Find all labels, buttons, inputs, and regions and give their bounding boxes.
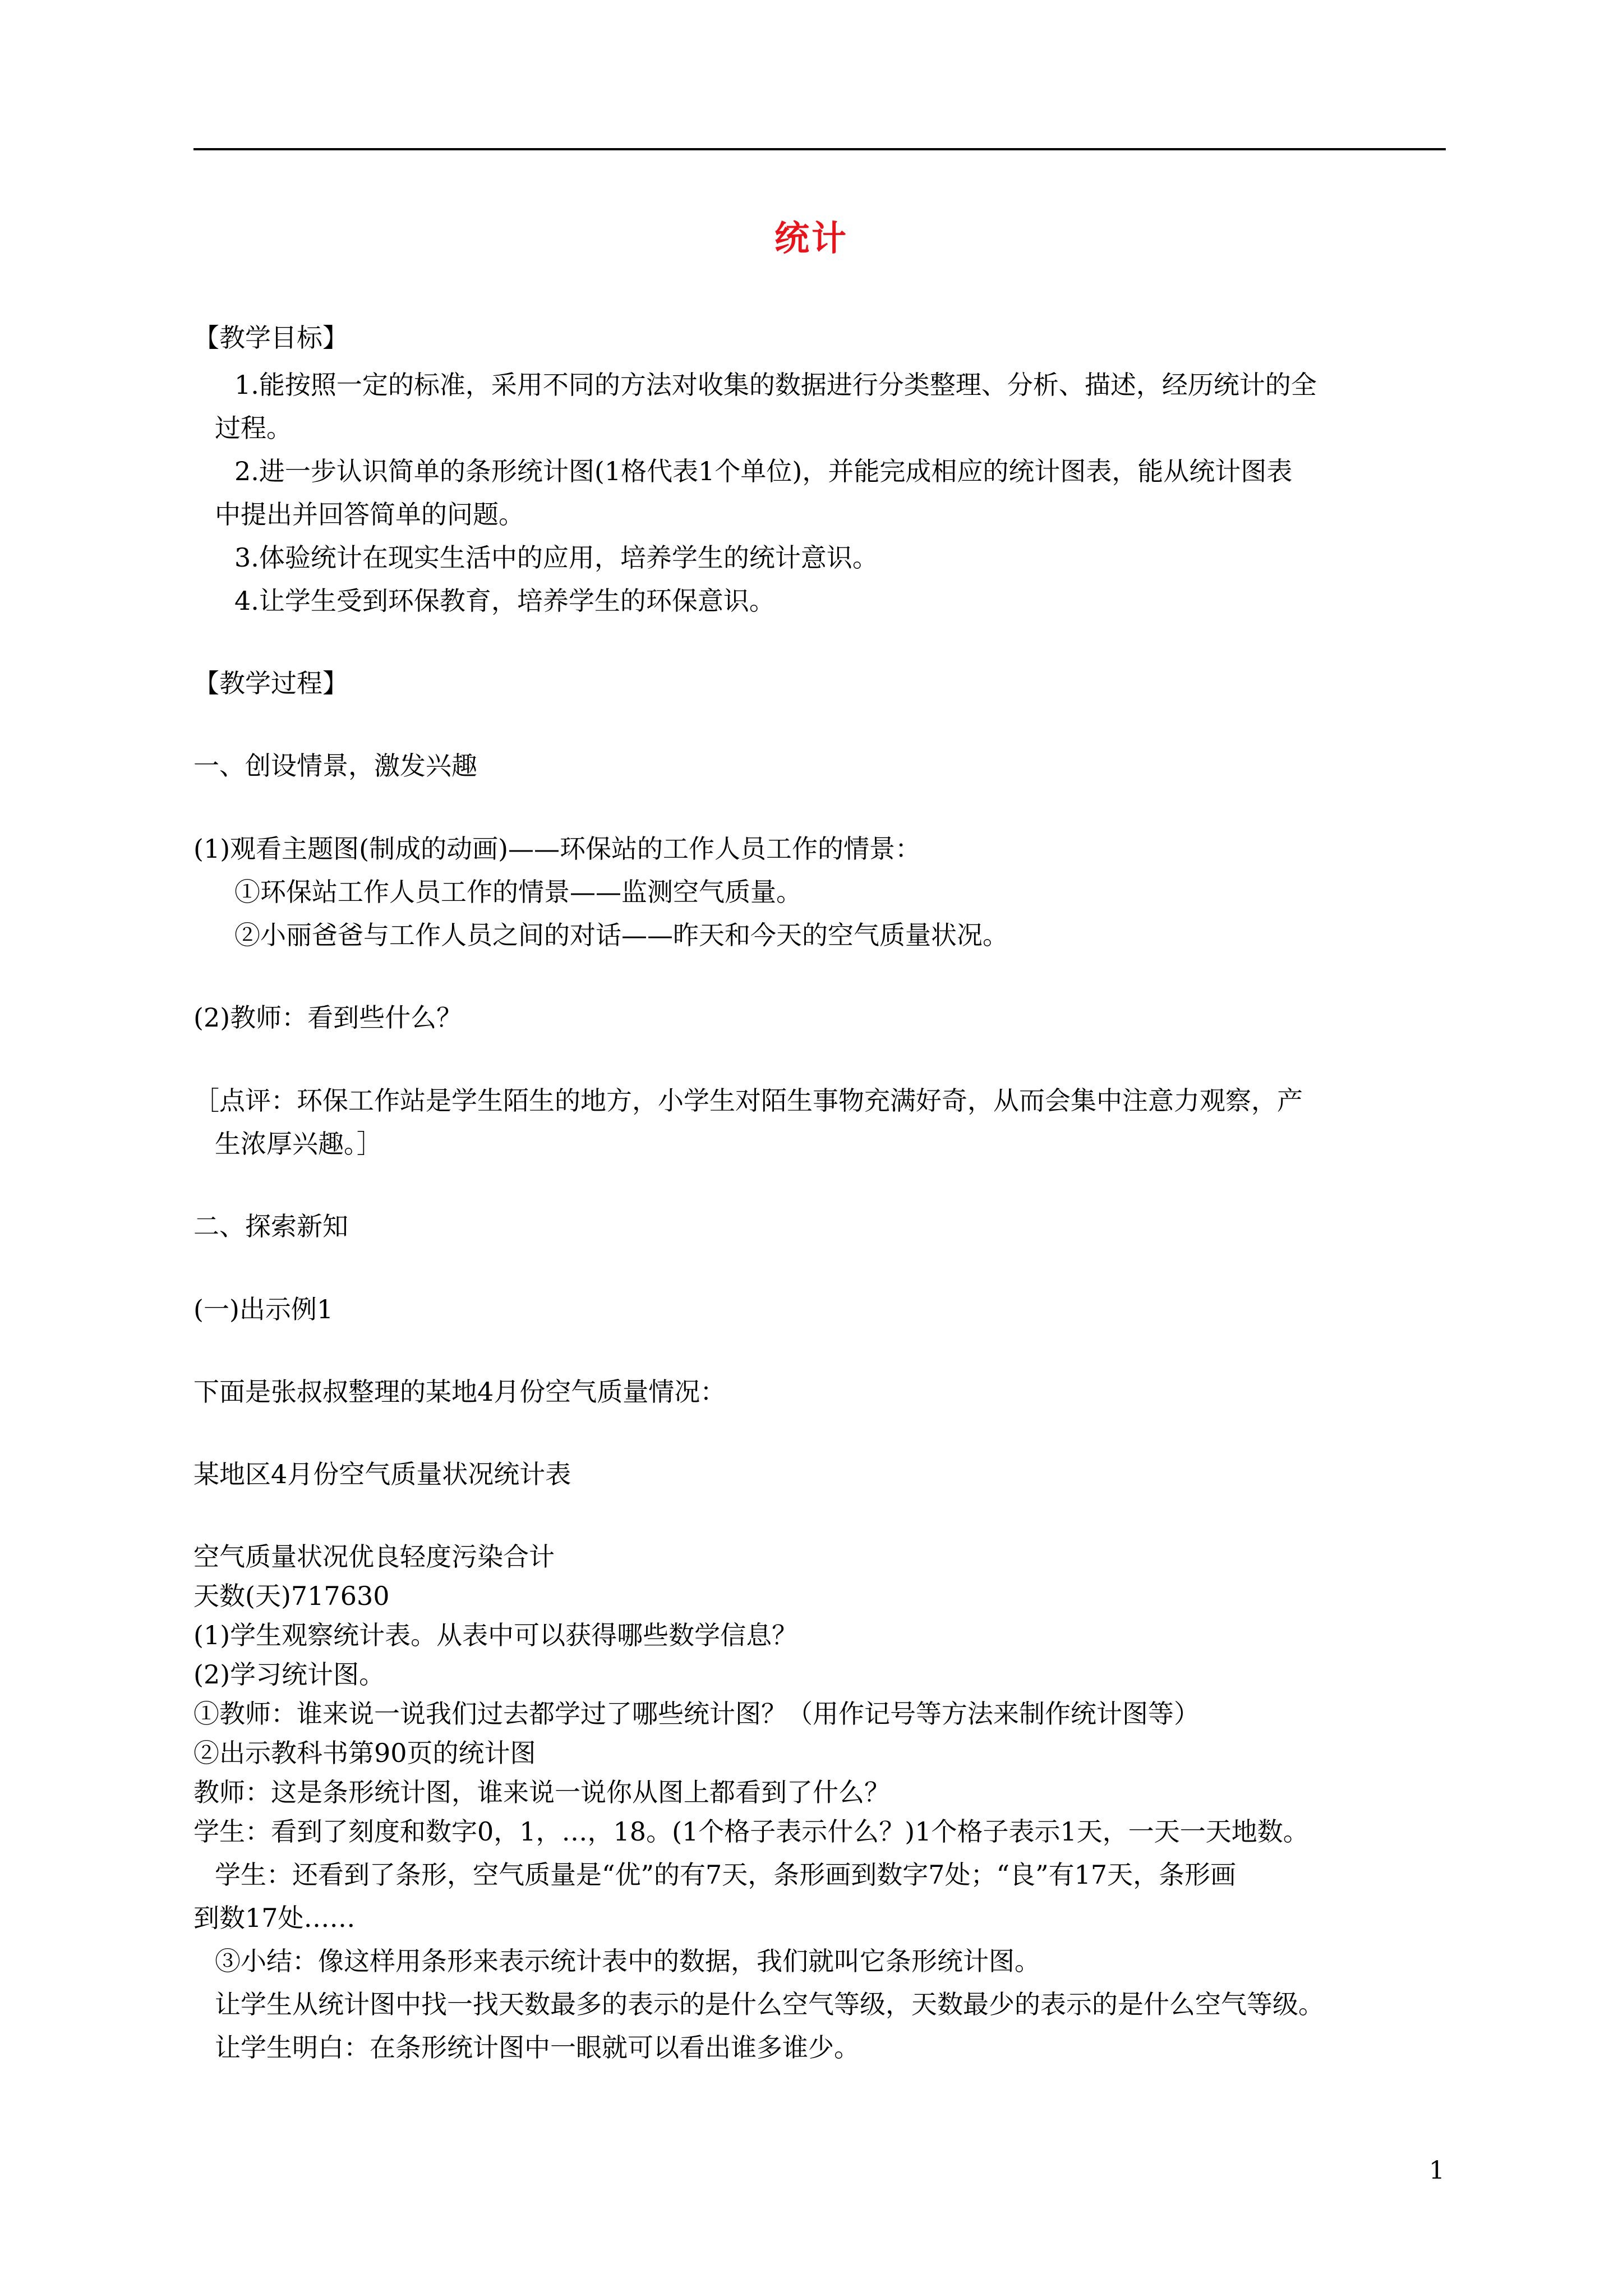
paragraph-line: ①教师：谁来说一说我们过去都学过了哪些统计图？（用作记号等方法来制作统计图等） — [193, 1699, 1200, 1729]
section-heading-objectives: 【教学目标】 — [193, 323, 348, 353]
page-title: 统计 — [774, 218, 849, 259]
objective-1-cont: 过程。 — [215, 413, 292, 443]
paragraph-line: 下面是张叔叔整理的某地4月份空气质量情况： — [193, 1377, 726, 1407]
paragraph-line: (2)学习统计图。 — [193, 1659, 385, 1690]
paragraph-line: ③小结：像这样用条形来表示统计表中的数据，我们就叫它条形统计图。 — [215, 1946, 1040, 1976]
paragraph-line: ②出示教科书第90页的统计图 — [193, 1738, 536, 1768]
objective-4: 4.让学生受到环保教育，培养学生的环保意识。 — [234, 586, 775, 616]
step-one-heading: 一、创设情景，激发兴趣 — [193, 751, 477, 781]
paragraph-line: 学生：看到了刻度和数字0，1，…，18。(1个格子表示什么？)1个格子表示1天，一天一天地数。 — [193, 1816, 1309, 1847]
paragraph-line: 教师：这是条形统计图，谁来说一说你从图上都看到了什么？ — [193, 1777, 890, 1807]
section-heading-process: 【教学过程】 — [193, 668, 348, 698]
paragraph-line: ②小丽爸爸与工作人员之间的对话——昨天和今天的空气质量状况。 — [234, 920, 1008, 950]
paragraph-line: ①环保站工作人员工作的情景——监测空气质量。 — [234, 877, 802, 907]
objective-1: 1.能按照一定的标准，采用不同的方法对收集的数据进行分类整理、分析、描述，经历统计的全 — [234, 370, 1317, 400]
table-data-row: 天数(天)717630 — [193, 1581, 390, 1611]
step-two-heading: 二、探索新知 — [193, 1211, 348, 1241]
table-header-row: 空气质量状况优良轻度污染合计 — [193, 1542, 555, 1572]
paragraph-line: 到数17处…… — [193, 1903, 356, 1933]
paragraph-line: 学生：还看到了条形，空气质量是“优”的有7天，条形画到数字7处；“良”有17天，条形画 — [215, 1860, 1237, 1890]
objective-2: 2.进一步认识简单的条形统计图(1格代表1个单位)，并能完成相应的统计图表，能从统计图表 — [234, 456, 1293, 486]
paragraph-line: 让学生明白：在条形统计图中一眼就可以看出谁多谁少。 — [215, 2032, 860, 2063]
paragraph-line: (1)观看主题图(制成的动画)——环保站的工作人员工作的情景： — [193, 834, 921, 864]
comment-line-cont: 生浓厚兴趣。］ — [215, 1129, 382, 1159]
paragraph-line: (2)教师：看到些什么？ — [193, 1002, 463, 1033]
example-heading: (一)出示例1 — [193, 1294, 334, 1324]
comment-line: ［点评：环保工作站是学生陌生的地方，小学生对陌生事物充满好奇，从而会集中注意力观察，产 — [193, 1085, 1303, 1116]
page-number: 1 — [1429, 2156, 1445, 2185]
objective-3: 3.体验统计在现实生活中的应用，培养学生的统计意识。 — [234, 542, 878, 573]
objective-2-cont: 中提出并回答简单的问题。 — [215, 499, 524, 530]
paragraph-line: (1)学生观察统计表。从表中可以获得哪些数学信息？ — [193, 1620, 798, 1650]
header-rule — [193, 148, 1446, 150]
paragraph-line: 让学生从统计图中找一找天数最多的表示的是什么空气等级，天数最少的表示的是什么空气等级。 — [215, 1989, 1324, 2019]
table-caption: 某地区4月份空气质量状况统计表 — [193, 1459, 571, 1489]
